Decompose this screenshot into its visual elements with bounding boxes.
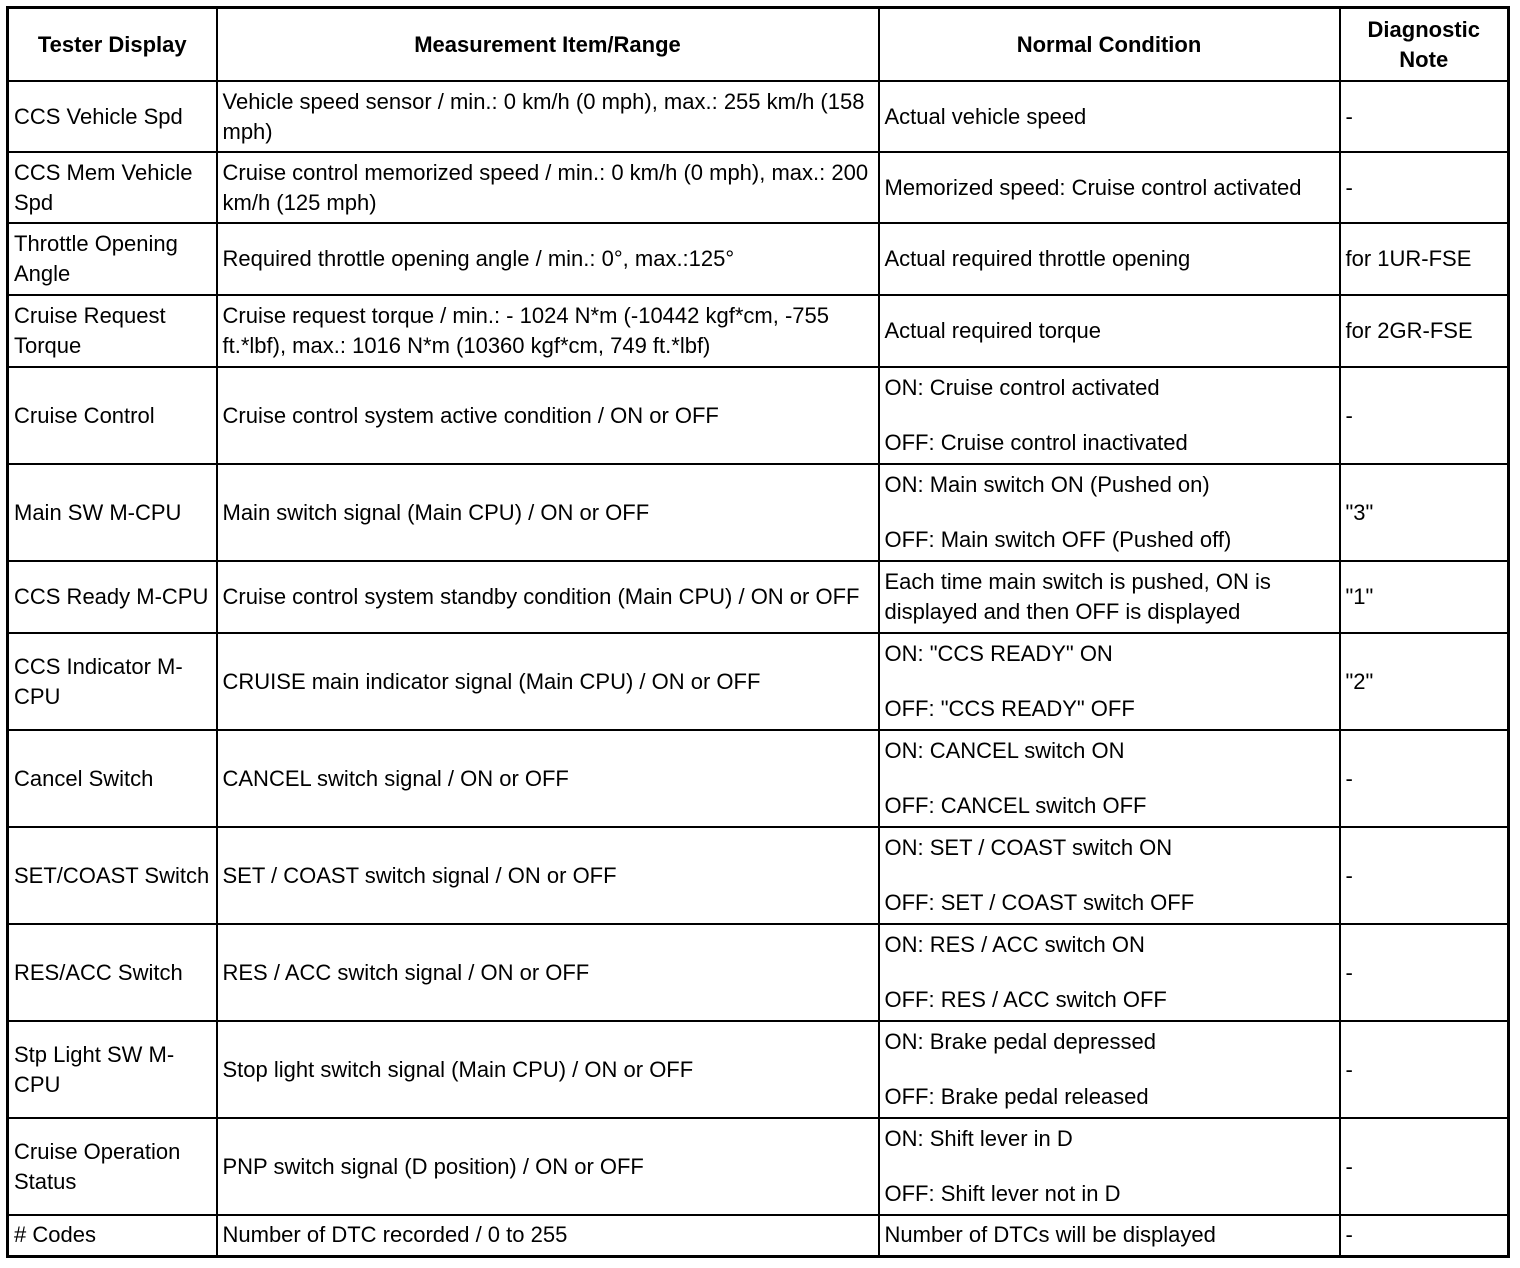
table-row: [8, 367, 1509, 464]
diagnostic-note-cell: -: [1340, 152, 1509, 223]
normal-condition-cell: [879, 223, 1340, 295]
measurement-cell: CANCEL switch signal / ON or OFF: [217, 730, 879, 827]
normal-condition-line: ON: RES / ACC switch ON: [884, 932, 1145, 957]
tester-display-cell: Cruise Operation Status: [8, 1118, 217, 1215]
data-list-table: [6, 6, 1510, 1258]
tester-display-cell: # Codes: [8, 1215, 217, 1256]
normal-condition-line: Memorized speed: Cruise control activated: [884, 174, 1302, 200]
table-row: [8, 1215, 1509, 1256]
measurement-cell: Vehicle speed sensor / min.: 0 km/h (0 mph), max.: 255 km/h (158 mph): [217, 81, 879, 152]
normal-condition-line: OFF: SET / COAST switch OFF: [884, 890, 1195, 915]
diagnostic-note-cell: -: [1340, 924, 1509, 1021]
table-row: [8, 81, 1509, 152]
normal-condition-cell: [879, 633, 1340, 730]
normal-condition-cell: [879, 1021, 1340, 1118]
measurement-cell: PNP switch signal (D position) / ON or OFF: [217, 1118, 879, 1215]
header-row: [8, 8, 1509, 82]
normal-condition-cell: [879, 464, 1340, 561]
tester-display-cell: Stp Light SW M-CPU: [8, 1021, 217, 1118]
diagnostic-note-cell: for 2GR-FSE: [1340, 295, 1509, 367]
normal-condition-line: ON: Cruise control activated: [884, 375, 1160, 400]
diagnostic-note-cell: -: [1340, 827, 1509, 924]
header-normal-condition: Normal Condition: [879, 8, 1340, 82]
normal-condition-line: ON: Shift lever in D: [884, 1126, 1073, 1151]
diagnostic-note-cell: for 1UR-FSE: [1340, 223, 1509, 295]
normal-condition-line: OFF: CANCEL switch OFF: [884, 793, 1147, 818]
measurement-cell: SET / COAST switch signal / ON or OFF: [217, 827, 879, 924]
table-row: [8, 1118, 1509, 1215]
normal-condition-cell: [879, 561, 1340, 633]
tester-display-cell: CCS Mem Vehicle Spd: [8, 152, 217, 223]
measurement-cell: Cruise control system active condition / ON or OFF: [217, 367, 879, 464]
header-tester-display: Tester Display: [8, 8, 217, 82]
normal-condition-cell: [879, 730, 1340, 827]
diagnostic-note-cell: -: [1340, 367, 1509, 464]
tester-display-cell: Cruise Control: [8, 367, 217, 464]
normal-condition-cell: [879, 924, 1340, 1021]
normal-condition-line: ON: Brake pedal depressed: [884, 1029, 1156, 1054]
tester-display-cell: Cancel Switch: [8, 730, 217, 827]
normal-condition-line: Actual required torque: [884, 318, 1101, 343]
normal-condition-line: Each time main switch is pushed, ON is displayed and then OFF is displayed: [884, 569, 1271, 624]
diagnostic-note-cell: -: [1340, 1021, 1509, 1118]
header-diagnostic-note: Diagnostic Note: [1340, 8, 1509, 82]
tester-display-cell: CCS Vehicle Spd: [8, 81, 217, 152]
normal-condition-line: Actual required throttle opening: [884, 246, 1191, 271]
measurement-cell: Number of DTC recorded / 0 to 255: [217, 1215, 879, 1256]
measurement-cell: Cruise control system standby condition (Main CPU) / ON or OFF: [217, 561, 879, 633]
table-row: [8, 1021, 1509, 1118]
tester-display-cell: RES/ACC Switch: [8, 924, 217, 1021]
diagnostic-note-cell: -: [1340, 81, 1509, 152]
normal-condition-cell: [879, 81, 1340, 152]
measurement-cell: Cruise request torque / min.: - 1024 N*m (-10442 kgf*cm, -755 ft.*lbf), max.: 1016 N*m (10360 kgf*cm, 749 ft.*lbf): [217, 295, 879, 367]
tester-display-cell: Throttle Opening Angle: [8, 223, 217, 295]
normal-condition-line: ON: Main switch ON (Pushed on): [884, 472, 1210, 497]
tester-display-cell: CCS Ready M-CPU: [8, 561, 217, 633]
normal-condition-line: ON: CANCEL switch ON: [884, 738, 1125, 763]
table-row: [8, 633, 1509, 730]
table-row: [8, 924, 1509, 1021]
normal-condition-line: OFF: "CCS READY" OFF: [884, 696, 1135, 721]
measurement-cell: Stop light switch signal (Main CPU) / ON or OFF: [217, 1021, 879, 1118]
table-row: [8, 152, 1509, 223]
table-row: [8, 464, 1509, 561]
normal-condition-cell: [879, 152, 1340, 223]
tester-display-cell: Main SW M-CPU: [8, 464, 217, 561]
measurement-cell: CRUISE main indicator signal (Main CPU) / ON or OFF: [217, 633, 879, 730]
diagnostic-note-cell: -: [1340, 1118, 1509, 1215]
normal-condition-line: OFF: Shift lever not in D: [884, 1181, 1121, 1206]
normal-condition-line: OFF: Cruise control inactivated: [884, 430, 1188, 455]
normal-condition-cell: [879, 295, 1340, 367]
measurement-cell: RES / ACC switch signal / ON or OFF: [217, 924, 879, 1021]
table-row: [8, 561, 1509, 633]
tester-display-cell: CCS Indicator M-CPU: [8, 633, 217, 730]
table-row: [8, 730, 1509, 827]
tester-display-cell: Cruise Request Torque: [8, 295, 217, 367]
diagnostic-note-cell: "1": [1340, 561, 1509, 633]
normal-condition-line: OFF: Brake pedal released: [884, 1084, 1149, 1109]
normal-condition-line: OFF: Main switch OFF (Pushed off): [884, 527, 1232, 552]
diagnostic-note-cell: "3": [1340, 464, 1509, 561]
normal-condition-line: OFF: RES / ACC switch OFF: [884, 987, 1167, 1012]
tester-display-cell: SET/COAST Switch: [8, 827, 217, 924]
diagnostic-note-cell: "2": [1340, 633, 1509, 730]
diagnostic-note-cell: -: [1340, 730, 1509, 827]
table-row: [8, 295, 1509, 367]
normal-condition-line: Actual vehicle speed: [884, 103, 1087, 129]
normal-condition-line: Number of DTCs will be displayed: [884, 1222, 1216, 1248]
normal-condition-line: ON: "CCS READY" ON: [884, 641, 1113, 666]
measurement-cell: Required throttle opening angle / min.: 0°, max.:125°: [217, 223, 879, 295]
measurement-cell: Main switch signal (Main CPU) / ON or OFF: [217, 464, 879, 561]
normal-condition-line: ON: SET / COAST switch ON: [884, 835, 1173, 860]
header-measurement-item: Measurement Item/Range: [217, 8, 879, 82]
diagnostic-note-cell: -: [1340, 1215, 1509, 1256]
measurement-cell: Cruise control memorized speed / min.: 0 km/h (0 mph), max.: 200 km/h (125 mph): [217, 152, 879, 223]
table-row: [8, 223, 1509, 295]
normal-condition-cell: [879, 827, 1340, 924]
normal-condition-cell: [879, 367, 1340, 464]
normal-condition-cell: [879, 1118, 1340, 1215]
table-row: [8, 827, 1509, 924]
normal-condition-cell: [879, 1215, 1340, 1256]
